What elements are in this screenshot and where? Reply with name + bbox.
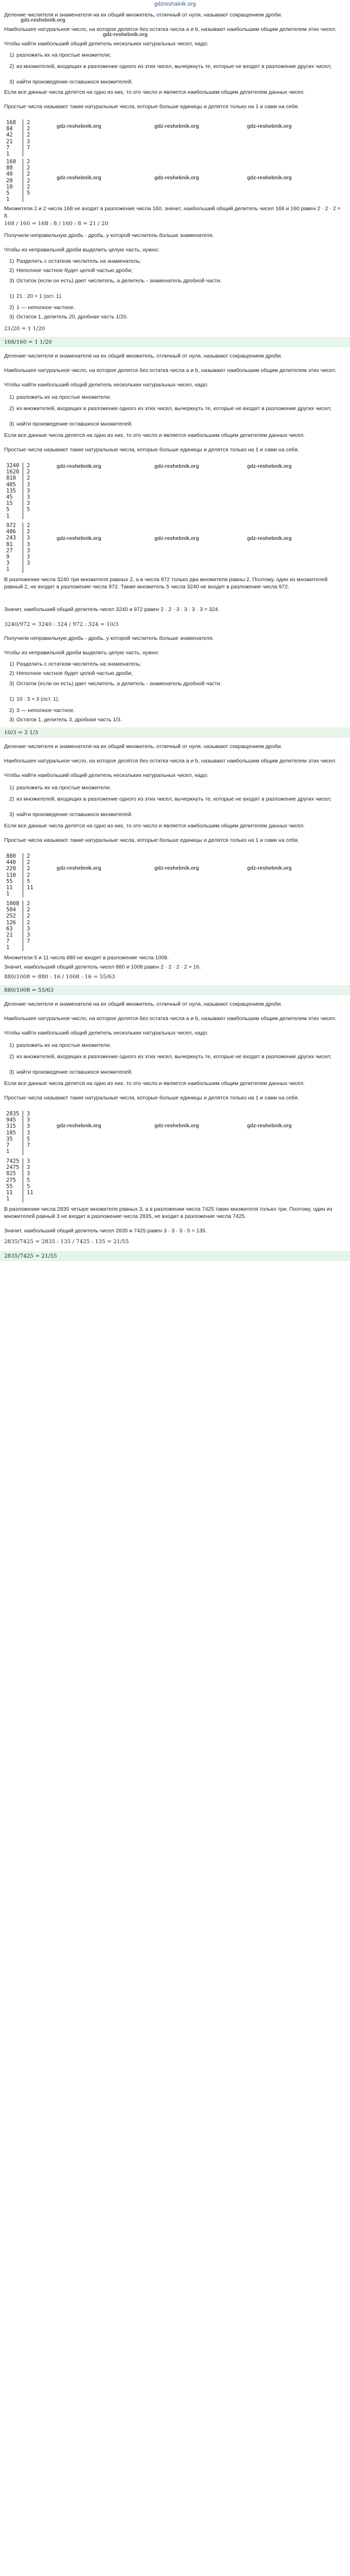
- watermark: gdz-reshebnik.org: [247, 175, 292, 181]
- mixed-step-2-2: 2) Неполное частное будет целой частью дроби;: [9, 670, 133, 676]
- mixed-step-3-2: 3) Остаток (если он есть) дает числитель, а делитель - знаменатель дробной части.: [9, 681, 222, 687]
- gcd-definition-2: Наибольшее натуральное число, на которое делятся без остатка числа a и b, называют наибольшим общим делителем этих чисел.: [4, 367, 337, 374]
- watermark: gdz-reshebnik.org: [154, 866, 199, 871]
- answer-4: 2835/7425 = 21/55: [4, 1253, 57, 1259]
- factorization-168: 168 84 42 21 7 1: [6, 120, 16, 158]
- gcd-definition: Наибольшее натуральное число, на которое делятся без остатка числа a и b, называют наибольшим общим делителем этих чисел.: [4, 26, 337, 32]
- gcd-step-1-3: 1) разложить их на простые множители;: [9, 785, 111, 791]
- factorization-1008: 1008 504 252 126 63 21 7 1: [6, 901, 20, 951]
- mixed-step-2: 2) Неполное частное будет целой частью дроби;: [9, 267, 133, 274]
- mixed-how-2: Чтобы из неправильной дроби выделить целую часть, нужно:: [4, 650, 160, 656]
- gcd-step-2-3: 2) из множителей, входящих в разложение одного из этих чисел, вычеркнуть те, которые не входят в разложение других чисел;: [9, 796, 332, 802]
- gcd-step-1-2: 1) разложить их на простые множители;: [9, 394, 111, 400]
- answer-2: 10/3 = 3 1/3: [4, 730, 38, 736]
- reduction-expression-4: 2835/7425 = 2835 : 135 / 7425 : 135 = 21/55: [4, 1239, 129, 1245]
- divisors-7425: 3 3 3 5 5 11: [27, 1158, 33, 1196]
- divisors-160: 2 2 2 2 2 5: [27, 159, 30, 197]
- answer-highlight: [0, 337, 350, 347]
- answer-1: 168/160 = 1 1/20: [4, 339, 52, 345]
- gcd-step-3-4: 3) найти произведение оставшихся множителей.: [9, 1069, 133, 1075]
- gcd-line-4: Значит, наибольший общий делитель чисел 2835 и 7425 равен 3 · 3 · 3 · 5 = 135.: [4, 1228, 207, 1234]
- watermark: gdz-reshebnik.org: [103, 32, 148, 38]
- gcd-conclusion-1: Множители 2 и 2 числа 168 не входят в разложение числа 160, значит, наибольший общий делитель чисел 168 и 160 равен 2 · 2 · 2 = 8.: [4, 206, 341, 219]
- prime-note: Простые числа называют такие натуральные числа, которые больше единицы и делятся только на 1 и сами на себя.: [4, 104, 299, 110]
- intro-text-4: Деление числителя и знаменателя на их общий множитель, отличный от нуля, называют сокращением дроби.: [4, 1001, 283, 1007]
- partial-quotient: 2) 1 — неполное частное.: [9, 304, 75, 311]
- improper-fraction-note: Получили неправильную дробь - дробь, у которой числитель больше знаменателя.: [4, 232, 214, 239]
- gcd-conclusion-4: В разложении числа 2835 четыре множителя равных 3, а в разложении числа 7425 таких множителя только три. Поэтому, один из множителей равный 3 не входит в разложение числа 2835, не входит в разложение числа 7425.: [4, 1206, 332, 1219]
- divisors-168: 2 2 2 3 7: [27, 120, 30, 151]
- mixed-result-1: 21/20 = 1 1/20: [4, 326, 45, 332]
- gcd-step-1-4: 1) разложить их на простые множители;: [9, 1042, 111, 1048]
- gcd-conclusion-3: Множители 5 и 11 числа 880 не входят в разложение числа 1008.: [4, 955, 169, 961]
- intro-text: Деление числителя и знаменателя на их общий множитель, отличный от нуля, называют сокращением дроби.: [4, 12, 283, 18]
- watermark: gdz-reshebnik.org: [154, 1123, 199, 1129]
- mixed-how: Чтобы из неправильной дроби выделить целую часть, нужно:: [4, 247, 160, 253]
- gcd-note-1-4: Если все данные числа делятся на одно из них, то это число и является наибольшим общим делителем данных чисел.: [4, 1080, 305, 1087]
- divisors-1008: 2 2 2 2 3 3 7: [27, 901, 30, 945]
- gcd-step-3-3: 3) найти произведение оставшихся множителей.: [9, 811, 133, 818]
- gcd-note-1-2: Если все данные числа делятся на одно из них, то это число и является наибольшим общим делителем данных чисел.: [4, 432, 305, 438]
- gcd-step-2-2: 2) из множителей, входящих в разложение одного из этих чисел, вычеркнуть те, которые не входят в разложение других чисел;: [9, 405, 332, 412]
- gcd-definition-3: Наибольшее натуральное число, на которое делятся без остатка числа a и b, называют наибольшим общим делителем этих чисел.: [4, 758, 337, 764]
- gcd-step-2: 2) из множителей, входящих в разложение одного из этих чисел, вычеркнуть те, которые не входят в разложение других чисел;: [9, 63, 332, 70]
- factorization-972: 972 486 243 81 27 9 3 1: [6, 522, 16, 573]
- reduction-expression-1: 168 / 160 = 168 : 8 / 160 : 8 = 21 / 20: [4, 221, 109, 227]
- prime-note-2: Простые числа называют такие натуральные числа, которые больше единицы и делятся только на 1 и сами на себя.: [4, 447, 299, 453]
- mixed-step-3: 3) Остаток (если он есть) дает числитель, а делитель - знаменатель дробной части.: [9, 278, 222, 284]
- gcd-how-4: Чтобы найти наибольший общий делитель нескольких натуральных чисел, надо:: [4, 1030, 208, 1036]
- remainder-note: 3) Остаток 1, делитель 20, дробная часть 1/20.: [9, 314, 128, 320]
- gcd-note-1: Если все данные числа делятся на одно из них, то это число и является наибольшим общим делителем данных чисел.: [4, 89, 305, 95]
- remainder-note-2: 3) Остаток 1, делитель 3, дробная часть 1/3.: [9, 717, 122, 723]
- prime-note-4: Простые числа называют такие натуральные числа, которые больше единицы и делятся только на 1 и сами на себя.: [4, 1095, 299, 1101]
- watermark: gdz-reshebnik.org: [154, 124, 199, 129]
- mixed-step-1: 1) Разделить с остатком числитель на знаменатель;: [9, 258, 142, 264]
- division-line: 1) 21 : 20 = 1 (ост. 1).: [9, 293, 63, 299]
- divisors-3240: 2 2 2 3 3 3 3 5: [27, 463, 30, 513]
- watermark: gdz-reshebnik.org: [57, 866, 101, 871]
- gcd-step-3: 3) найти произведение оставшихся множителей.: [9, 79, 133, 85]
- mixed-step-1-2: 1) Разделить с остатком числитель на знаменатель;: [9, 661, 142, 667]
- intro-text-2: Деление числителя и знаменателя на их общий множитель, отличный от нуля, называют сокращением дроби.: [4, 353, 283, 359]
- improper-fraction-note-2: Получили неправильную дробь - дробь, у которой числитель больше знаменателя.: [4, 635, 214, 641]
- watermark: gdz-reshebnik.org: [154, 464, 199, 469]
- site-header[interactable]: gdzreshalnik.org: [154, 1, 196, 7]
- watermark: gdz-reshebnik.org: [57, 1123, 101, 1129]
- gcd-definition-4: Наибольшее натуральное число, на которое делятся без остатка числа a и b, называют наибольшим общим делителем этих чисел.: [4, 1015, 337, 1022]
- gcd-conclusion-2: В разложении числа 3240 три множителя равных 2, а в числа 972 только два множителя равны 2. Поэтому, один из множителей равный 2, не входит в разложение числа 972. Также множитель 5 числа 3240 не входит в разложение числа 972.: [4, 577, 328, 590]
- gcd-how: Чтобы найти наибольший общий делитель нескольких натуральных чисел, надо:: [4, 41, 208, 47]
- watermark: gdz-reshebnik.org: [154, 536, 199, 541]
- gcd-note-1-3: Если все данные числа делятся на одно из них, то это число и является наибольшим общим делителем данных чисел.: [4, 823, 305, 829]
- gcd-step-3-2: 3) найти произведение оставшихся множителей.: [9, 421, 133, 427]
- watermark: gdz-reshebnik.org: [57, 464, 101, 469]
- gcd-step-1: 1) разложить их на простые множители;: [9, 52, 111, 58]
- intro-text-3: Деление числителя и знаменателя на их общий множитель, отличный от нуля, называют сокращением дроби.: [4, 743, 283, 750]
- gcd-line-2: Значит, наибольший общий делитель чисел 3240 и 972 равен 2 · 2 · 3 · 3 · 3 · 3 = 324.: [4, 606, 220, 613]
- answer-highlight-2: [0, 727, 350, 738]
- divisors-2835: 3 3 3 3 5 7: [27, 1111, 30, 1149]
- gcd-step-2-4: 2) из множителей, входящих в разложение одного из этих чисел, вычеркнуть те, которые не входят в разложение других чисел;: [9, 1054, 332, 1060]
- watermark: gdz-reshebnik.org: [247, 464, 292, 469]
- watermark: gdz-reshebnik.org: [247, 124, 292, 129]
- gcd-line-3: Значит, наибольший общий делитель чисел 880 и 1008 равен 2 · 2 · 2 · 2 = 16.: [4, 964, 201, 970]
- factorization-2835: 2835 945 315 105 35 7 1: [6, 1111, 20, 1155]
- watermark: gdz-reshebnik.org: [247, 866, 292, 871]
- prime-note-3: Простые числа называют такие натуральные числа, которые больше единицы и делятся только на 1 и сами на себя.: [4, 837, 299, 843]
- watermark: gdz-reshebnik.org: [247, 536, 292, 541]
- reduction-expression-3: 880/1008 = 880 : 16 / 1008 : 16 = 55/63: [4, 974, 115, 980]
- divisors-972: 2 2 3 3 3 3 3: [27, 522, 30, 567]
- answer-3: 880/1008 = 55/63: [4, 987, 54, 993]
- partial-quotient-2: 2) 3 — неполное частное.: [9, 707, 75, 714]
- factorization-7425: 7425 2475 825 275 55 11 1: [6, 1158, 20, 1202]
- factorization-3240: 3240 1620 810 405 135 45 15 5 1: [6, 463, 20, 519]
- gcd-how-2: Чтобы найти наибольший общий делитель нескольких натуральных чисел, надо:: [4, 382, 208, 388]
- reduction-expression-2: 3240/972 = 3240 : 324 / 972 : 324 = 10/3: [4, 621, 119, 628]
- watermark: gdz-reshebnik.org: [247, 1123, 292, 1129]
- watermark: gdz-reshebnik.org: [154, 175, 199, 181]
- watermark: gdz-reshebnik.org: [21, 18, 65, 23]
- watermark: gdz-reshebnik.org: [57, 175, 101, 181]
- gcd-how-3: Чтобы найти наибольший общий делитель нескольких натуральных чисел, надо:: [4, 772, 208, 778]
- watermark: gdz-reshebnik.org: [57, 536, 101, 541]
- factorization-160: 160 80 40 20 10 5 1: [6, 159, 16, 203]
- watermark: gdz-reshebnik.org: [57, 124, 101, 129]
- division-line-2: 1) 10 : 3 = 3 (ост. 1).: [9, 696, 60, 702]
- factorization-880: 880 440 220 110 55 11 1: [6, 853, 16, 897]
- divisors-880: 2 2 2 2 5 11: [27, 853, 33, 891]
